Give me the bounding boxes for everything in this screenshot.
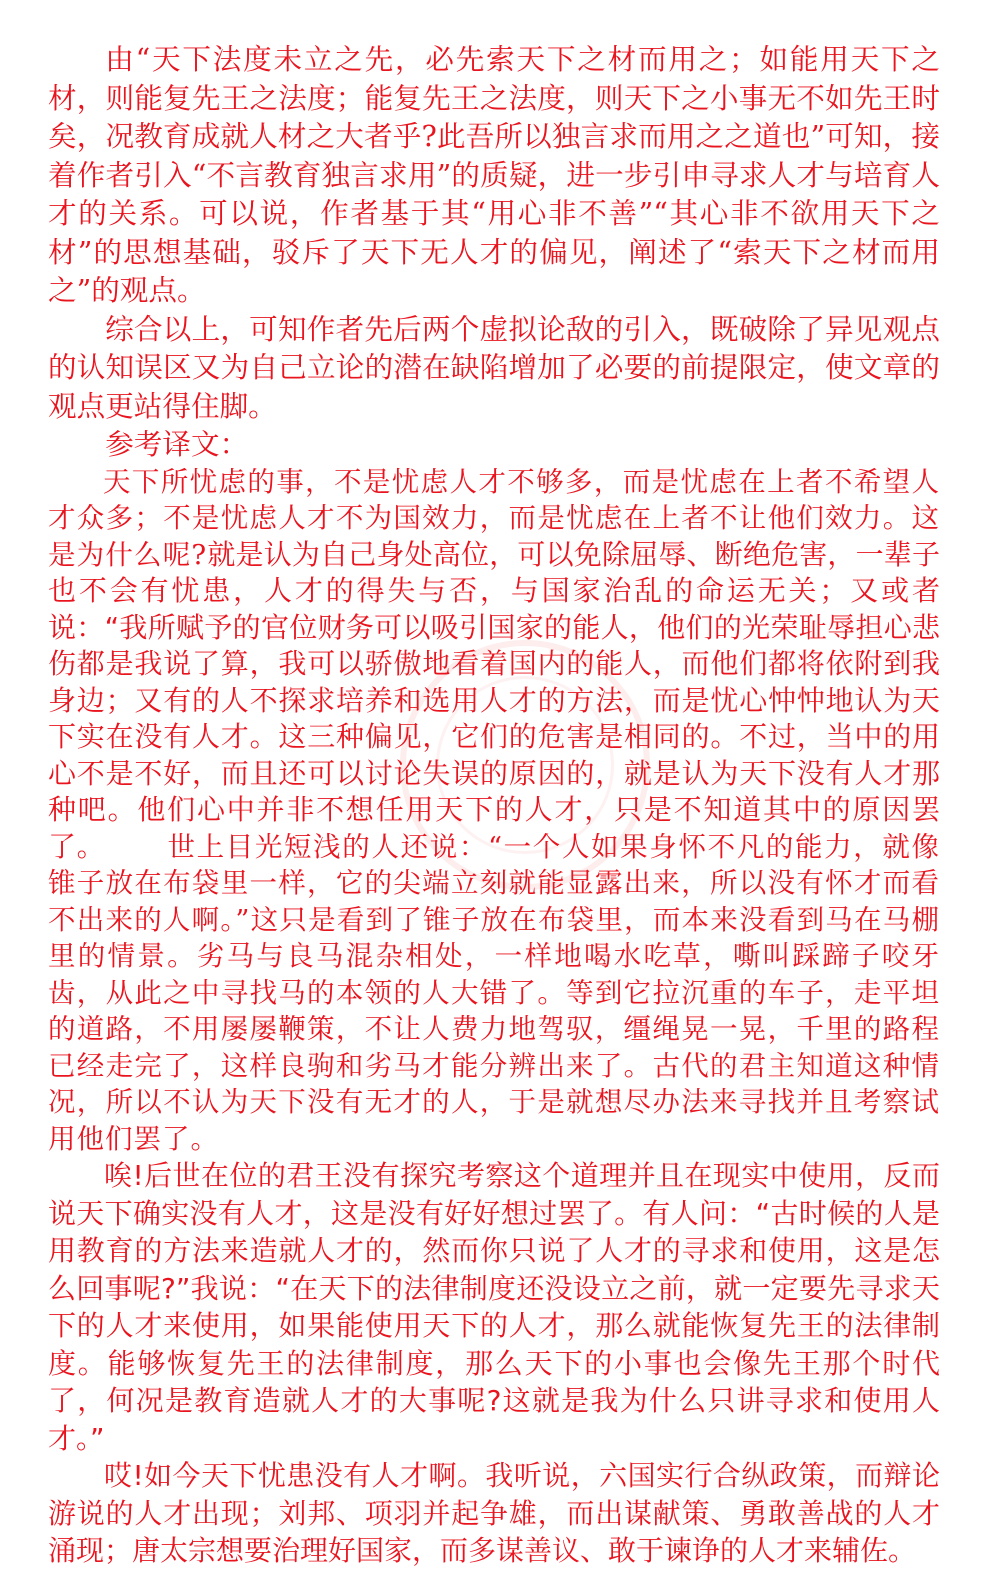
translation-paragraph-1-middle: 就是认为自己身处高位，可以免除屈辱、断绝危害，一辈子也不会有忧患，人才的得失与否，与国家治乱的命运无关；又或者说：“我所赋予的官位财务可以吸引国家的能人，他们的光荣耻辱担心悲伤都是我说了算，我可以骄傲地看着国内的能人，而他们都将依附到我身边；又有的人不探求培养和选用人才的方法，而是忧心忡忡地认为天下实在没有人才。这三种偏见，它们的危害是相同的。不过，当中的用心不是不好，而且还可以讨论失误的原因的，就是认为天下没有人才那种吧。他们心中并非不想任用天下的人才，只是不知道其中的原因罢了。 (48, 537, 940, 863)
translation-paragraph-1-end: 世上目光短浅的人还说：“一个人如果身怀不凡的能力，就像锥子放在布袋里一样，它的尖端立刻就能显露出来，所以没有怀才而看不出来的人啊。”这只是看到了锥子放在布袋里，而本来没看到马在马棚里的情景。劣马与良马混杂相处，一样地喝水吃草，嘶叫踩蹄子咬牙齿，从此之中寻找马的本领的人大错了。等到它拉沉重的车子，走平坦的道路，不用屡屡鞭策，不让人费力地驾驭，缰绳晃一晃，千里的路程已经走完了，这样良驹和劣马才能分辨出来了。古代的君主知道这种情况，所以不认为天下没有无才的人，于是就想尽办法来寻找并且考察试用他们罢了。 (48, 830, 940, 1155)
translation-paragraph-2: 唉!后世在位的君王没有探究考察这个道理并且在现实中使用，反而说天下确实没有人才，这是没有好好想过罢了。有人问：“古时候的人是用教育的方法来造就人才的，然而你只说了人才的寻求和使用，这是怎么回事呢?”我说：“在天下的法律制度还没设立之前，就一定要先寻求天下的人才来使用，如果能使用天下的人才，那么就能恢复先王的法律制度。能够恢复先王的法律制度，那么天下的小事也会像先王那个时代了，何况是教育造就人才的大事呢?这就是我为什么只讲寻求和使用人才。” (48, 1159, 940, 1455)
translation-heading: 参考译文： (105, 427, 249, 461)
document-page (48, 40, 940, 1570)
translation-paragraph-1 (48, 464, 940, 1158)
translation-paragraph-1-start: 天下所忧虑的事，不是忧虑人才不够多，而是忧虑在上者不希望人才众多；不是忧虑人才不为国效力，而是忧虑在上者不让他们效力。这是为什么呢? (48, 465, 940, 571)
analysis-paragraph-1: 由“天下法度未立之先，必先索天下之材而用之；如能用天下之材，则能复先王之法度；能复先王之法度，则天下之小事无不如先王时矣，况教育成就人材之大者乎?此吾所以独言求而用之之道也”可知，接着作者引入“不言教育独言求用”的质疑，进一步引申寻求人才与培育人才的关系。可以说，作者基于其“用心非不善”“其心非不欲用天下之材”的思想基础，驳斥了天下无人才的偏见，阐述了“索天下之材而用之”的观点。 (48, 42, 940, 307)
analysis-paragraph-2: 综合以上，可知作者先后两个虚拟论敌的引入，既破除了异见观点的认知误区又为自己立论的潜在缺陷增加了必要的前提限定，使文章的观点更站得住脚。 (48, 311, 940, 423)
translation-paragraph-3: 哎!如今天下忧患没有人才啊。我听说，六国实行合纵政策，而辩论游说的人才出现；刘邦、项羽并起争雄，而出谋献策、勇敢善战的人才涌现；唐太宗想要治理好国家，而多谋善议、敢于谏诤的人才来辅佐。 (48, 1459, 940, 1567)
